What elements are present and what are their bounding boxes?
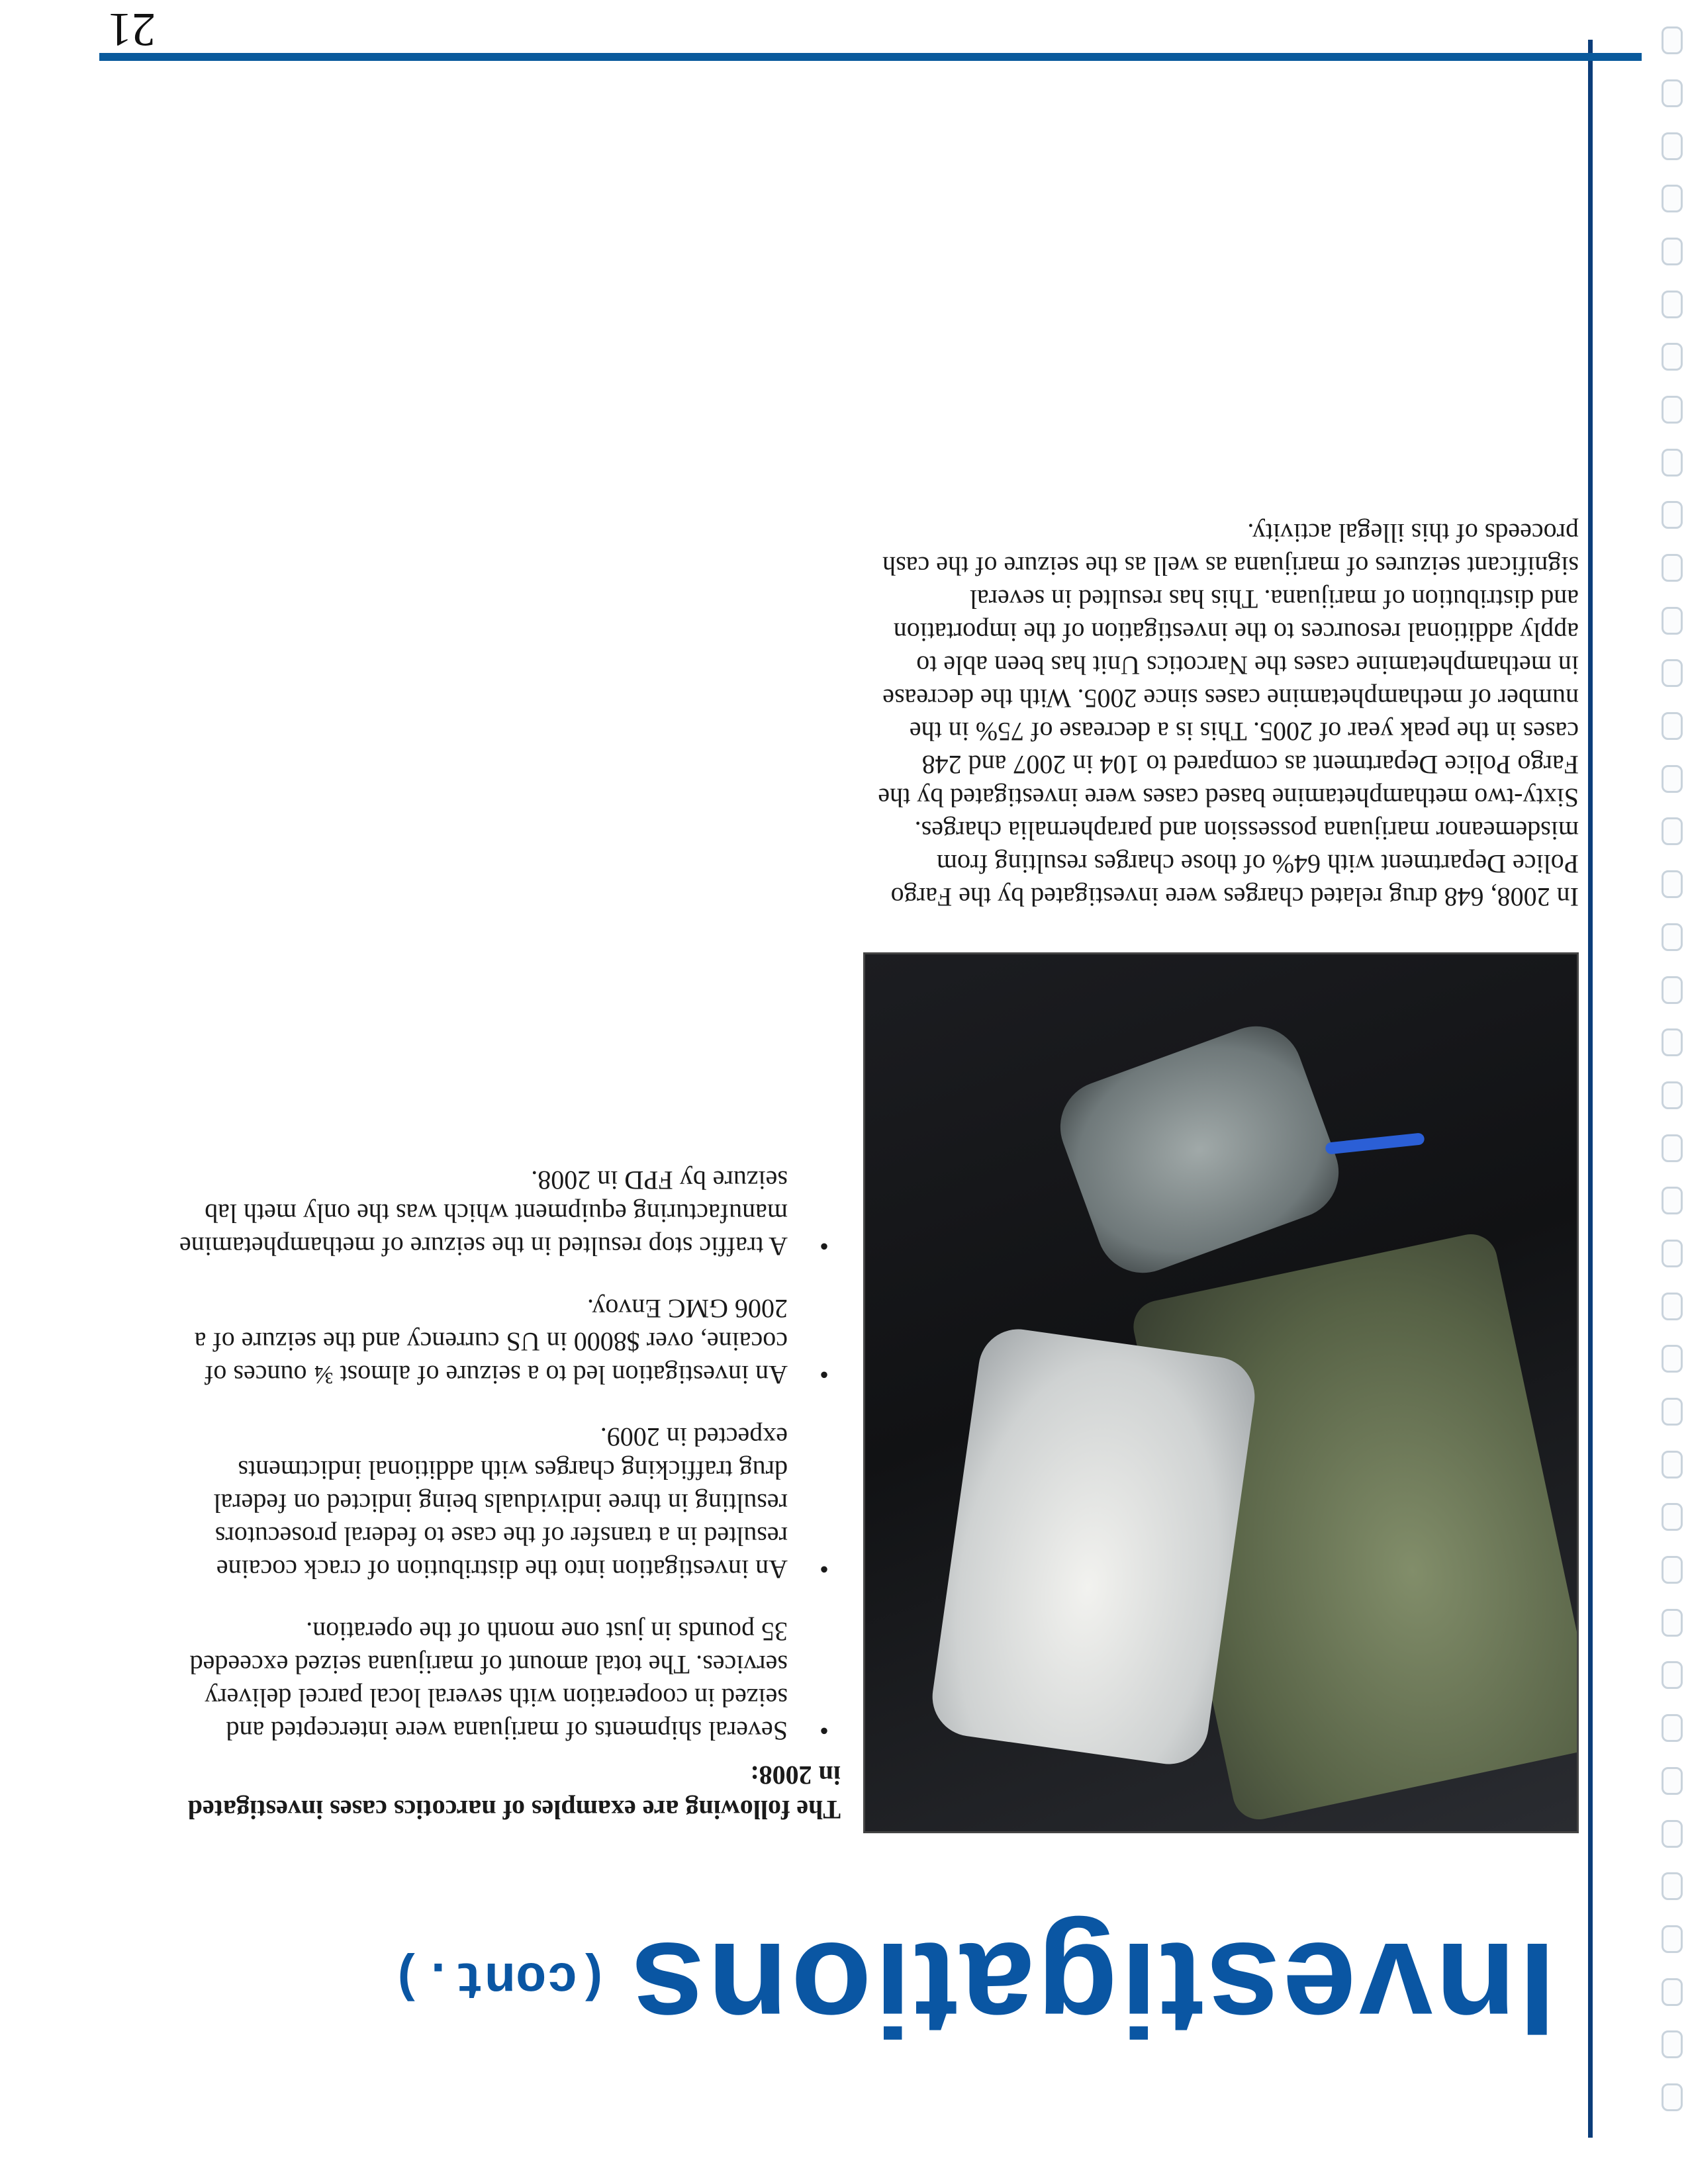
- list-item: • An investigation into the distribution of crack cocaine resulted in a transfer of the case to federal prosecutors resulting in three individuals being indicted on federal drug trafficking charges with additional indictments expected in 2009.: [165, 1420, 841, 1586]
- binder-hole: [1662, 1134, 1683, 1162]
- binder-hole: [1662, 291, 1683, 318]
- left-vertical-rule: [1588, 40, 1593, 2138]
- binder-hole: [1662, 185, 1683, 212]
- binder-hole: [1662, 1345, 1683, 1373]
- binder-hole: [1662, 1820, 1683, 1848]
- binder-hole: [1662, 1187, 1683, 1214]
- binder-hole: [1662, 343, 1683, 371]
- binder-hole: [1662, 765, 1683, 793]
- binder-hole: [1662, 1714, 1683, 1742]
- page-title-suffix: (cont.): [391, 1948, 609, 2006]
- page-title: [392, 1913, 1556, 2065]
- binder-hole: [1662, 659, 1683, 687]
- binder-hole: [1662, 976, 1683, 1004]
- binder-hole: [1662, 1028, 1683, 1056]
- binder-hole: [1662, 1978, 1683, 2006]
- summary-paragraph: In 2008, 648 drug related charges were investigated by the Fargo Police Department with 64% of those charges resulting from misdemeanor marijuana possession and paraphernalia charges. Sixty-two methamphetamine based cases were investigated by the Fargo Police Department as compared to 104 in 2007 and 248 cases in the peak year of 2005. This is a decrease of 75% in the number of methamphetamine cases since 2005. With the decrease in methamphetamine cases the Narcotics Unit has been able to apply additional resources to the investigation of the importation and distribution of marijuana. This has resulted in several significant seizures of marijuana as well as the seizure of the cash proceeds of this illegal activity.: [878, 518, 1579, 912]
- binder-hole: [1662, 1081, 1683, 1109]
- binder-hole: [1662, 238, 1683, 265]
- binder-hole: [1662, 2030, 1683, 2058]
- page-title-main: Investigations: [628, 1915, 1556, 2063]
- binder-hole: [1662, 712, 1683, 740]
- binder-hole: [1662, 554, 1683, 582]
- list-item: • An investigation led to a seizure of almost ¾ ounces of cocaine, over $8000 in US currency and the seizure of a 2006 GMC Envoy.: [165, 1292, 841, 1391]
- binder-hole: [1662, 607, 1683, 635]
- binder-hole: [1662, 1398, 1683, 1426]
- binder-hole: [1662, 870, 1683, 898]
- binder-hole: [1662, 1293, 1683, 1320]
- binder-hole: [1662, 818, 1683, 846]
- binder-hole: [1662, 501, 1683, 529]
- list-item: • Several shipments of marijuana were intercepted and seized in cooperation with several local parcel delivery services. The total amount of marijuana seized exceeded 35 pounds in just one month of the operation.: [165, 1615, 841, 1747]
- binder-hole: [1662, 132, 1683, 160]
- binder-hole: [1662, 2083, 1683, 2111]
- binder-hole: [1662, 1609, 1683, 1637]
- footer-rule: [99, 53, 1642, 61]
- white-substance-bag: [927, 1324, 1260, 1769]
- binder-hole: [1662, 1240, 1683, 1267]
- binder-hole: [1662, 1925, 1683, 1953]
- binder-hole: [1662, 79, 1683, 107]
- binder-hole: [1662, 1767, 1683, 1795]
- plastic-bag: [1047, 1013, 1352, 1286]
- binder-hole: [1662, 1662, 1683, 1690]
- binder-hole: [1662, 1872, 1683, 1900]
- binder-hole: [1662, 923, 1683, 951]
- binder-hole: [1662, 396, 1683, 424]
- binder-hole: [1662, 449, 1683, 477]
- blue-pen: [1325, 1132, 1425, 1155]
- narcotics-cases-list: [165, 1134, 841, 1747]
- page-number: 21: [108, 3, 156, 56]
- evidence-photo: [863, 952, 1579, 1833]
- binder-hole: [1662, 1451, 1683, 1479]
- binder-holes: [1654, 26, 1683, 2111]
- narcotics-cases-heading: The following are examples of narcotics cases investigated in 2008:: [187, 1760, 841, 1825]
- list-item: • A traffic stop resulted in the seizure of methamphetamine manufacturing equipment which was the only meth lab seizure by FPD in 2008.: [165, 1163, 841, 1263]
- binder-hole: [1662, 26, 1683, 54]
- binder-hole: [1662, 1556, 1683, 1584]
- binder-hole: [1662, 1503, 1683, 1531]
